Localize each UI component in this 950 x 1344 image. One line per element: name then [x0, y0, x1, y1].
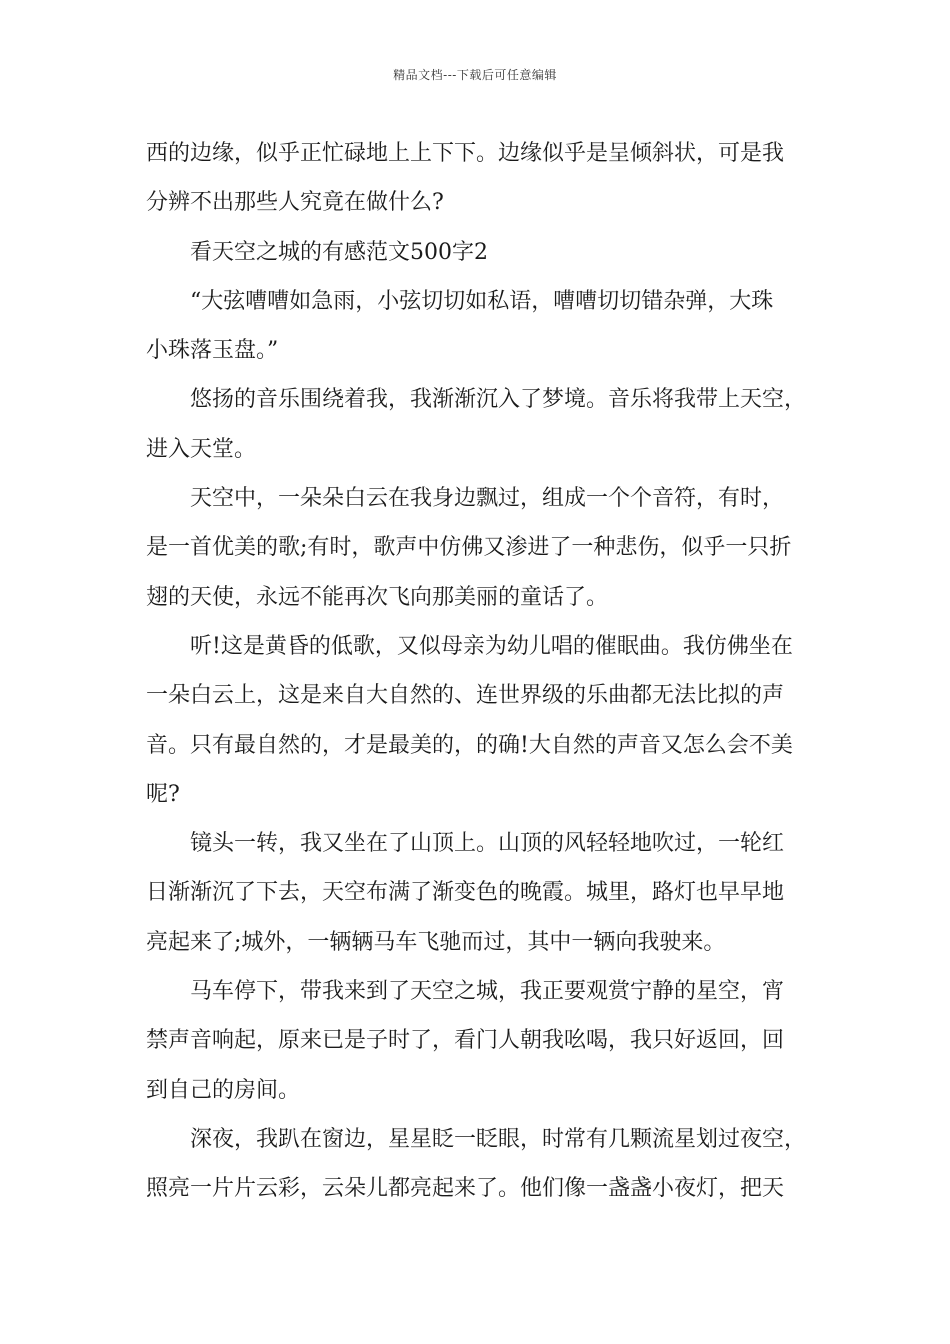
text-line: 是一首优美的歌;有时，歌声中仿佛又渗进了一种悲伤，似乎一只折	[146, 535, 792, 561]
text-line: 天空中，一朵朵白云在我身边飘过，组成一个个音符，有时，	[190, 486, 785, 512]
text-line: 亮起来了;城外，一辆辆马车飞驰而过，其中一辆向我驶来。	[146, 929, 726, 955]
text-line: 一朵白云上，这是来自大自然的、连世界级的乐曲都无法比拟的声	[146, 683, 785, 709]
text-line: 小珠落玉盘。”	[146, 338, 279, 364]
text-line: 镜头一转，我又坐在了山顶上。山顶的风轻轻地吹过，一轮红	[190, 831, 785, 857]
text-line: 进入天堂。	[146, 436, 257, 462]
text-line: 分辨不出那些人究竟在做什么?	[146, 190, 444, 216]
text-line: 音。只有最自然的，才是最美的，的确!大自然的声音又怎么会不美	[146, 732, 793, 758]
text-line: 呢?	[146, 781, 180, 807]
text-line: 西的边缘，似乎正忙碌地上上下下。边缘似乎是呈倾斜状，可是我	[146, 141, 785, 166]
text-line: 马车停下，带我来到了天空之城，我正要观赏宁静的星空，宵	[190, 979, 785, 1005]
text-line: “大弦嘈嘈如急雨，小弦切切如私语，嘈嘈切切错杂弹，大珠	[190, 288, 774, 314]
text-line: 到自己的房间。	[146, 1077, 301, 1103]
section-heading: 看天空之城的有感范文500字2	[190, 239, 488, 265]
text-line: 悠扬的音乐围绕着我，我渐渐沉入了梦境。音乐将我带上天空，	[190, 387, 807, 413]
text-line: 深夜，我趴在窗边，星星眨一眨眼，时常有几颗流星划过夜空，	[190, 1126, 807, 1152]
page-header: 精品文档---下载后可任意编辑	[393, 68, 557, 82]
text-line: 日渐渐沉了下去，天空布满了渐变色的晚霞。城里，路灯也早早地	[146, 880, 785, 906]
text-line: 禁声音响起，原来已是子时了，看门人朝我吆喝，我只好返回，回	[146, 1028, 785, 1054]
text-line: 听!这是黄昏的低歌，又似母亲为幼儿唱的催眠曲。我仿佛坐在	[190, 633, 793, 659]
text-line: 翅的天使，永远不能再次飞向那美丽的童话了。	[146, 584, 609, 610]
text-line: 照亮一片片云彩，云朵儿都亮起来了。他们像一盏盏小夜灯，把天	[146, 1176, 785, 1202]
body-text	[146, 129, 836, 1214]
